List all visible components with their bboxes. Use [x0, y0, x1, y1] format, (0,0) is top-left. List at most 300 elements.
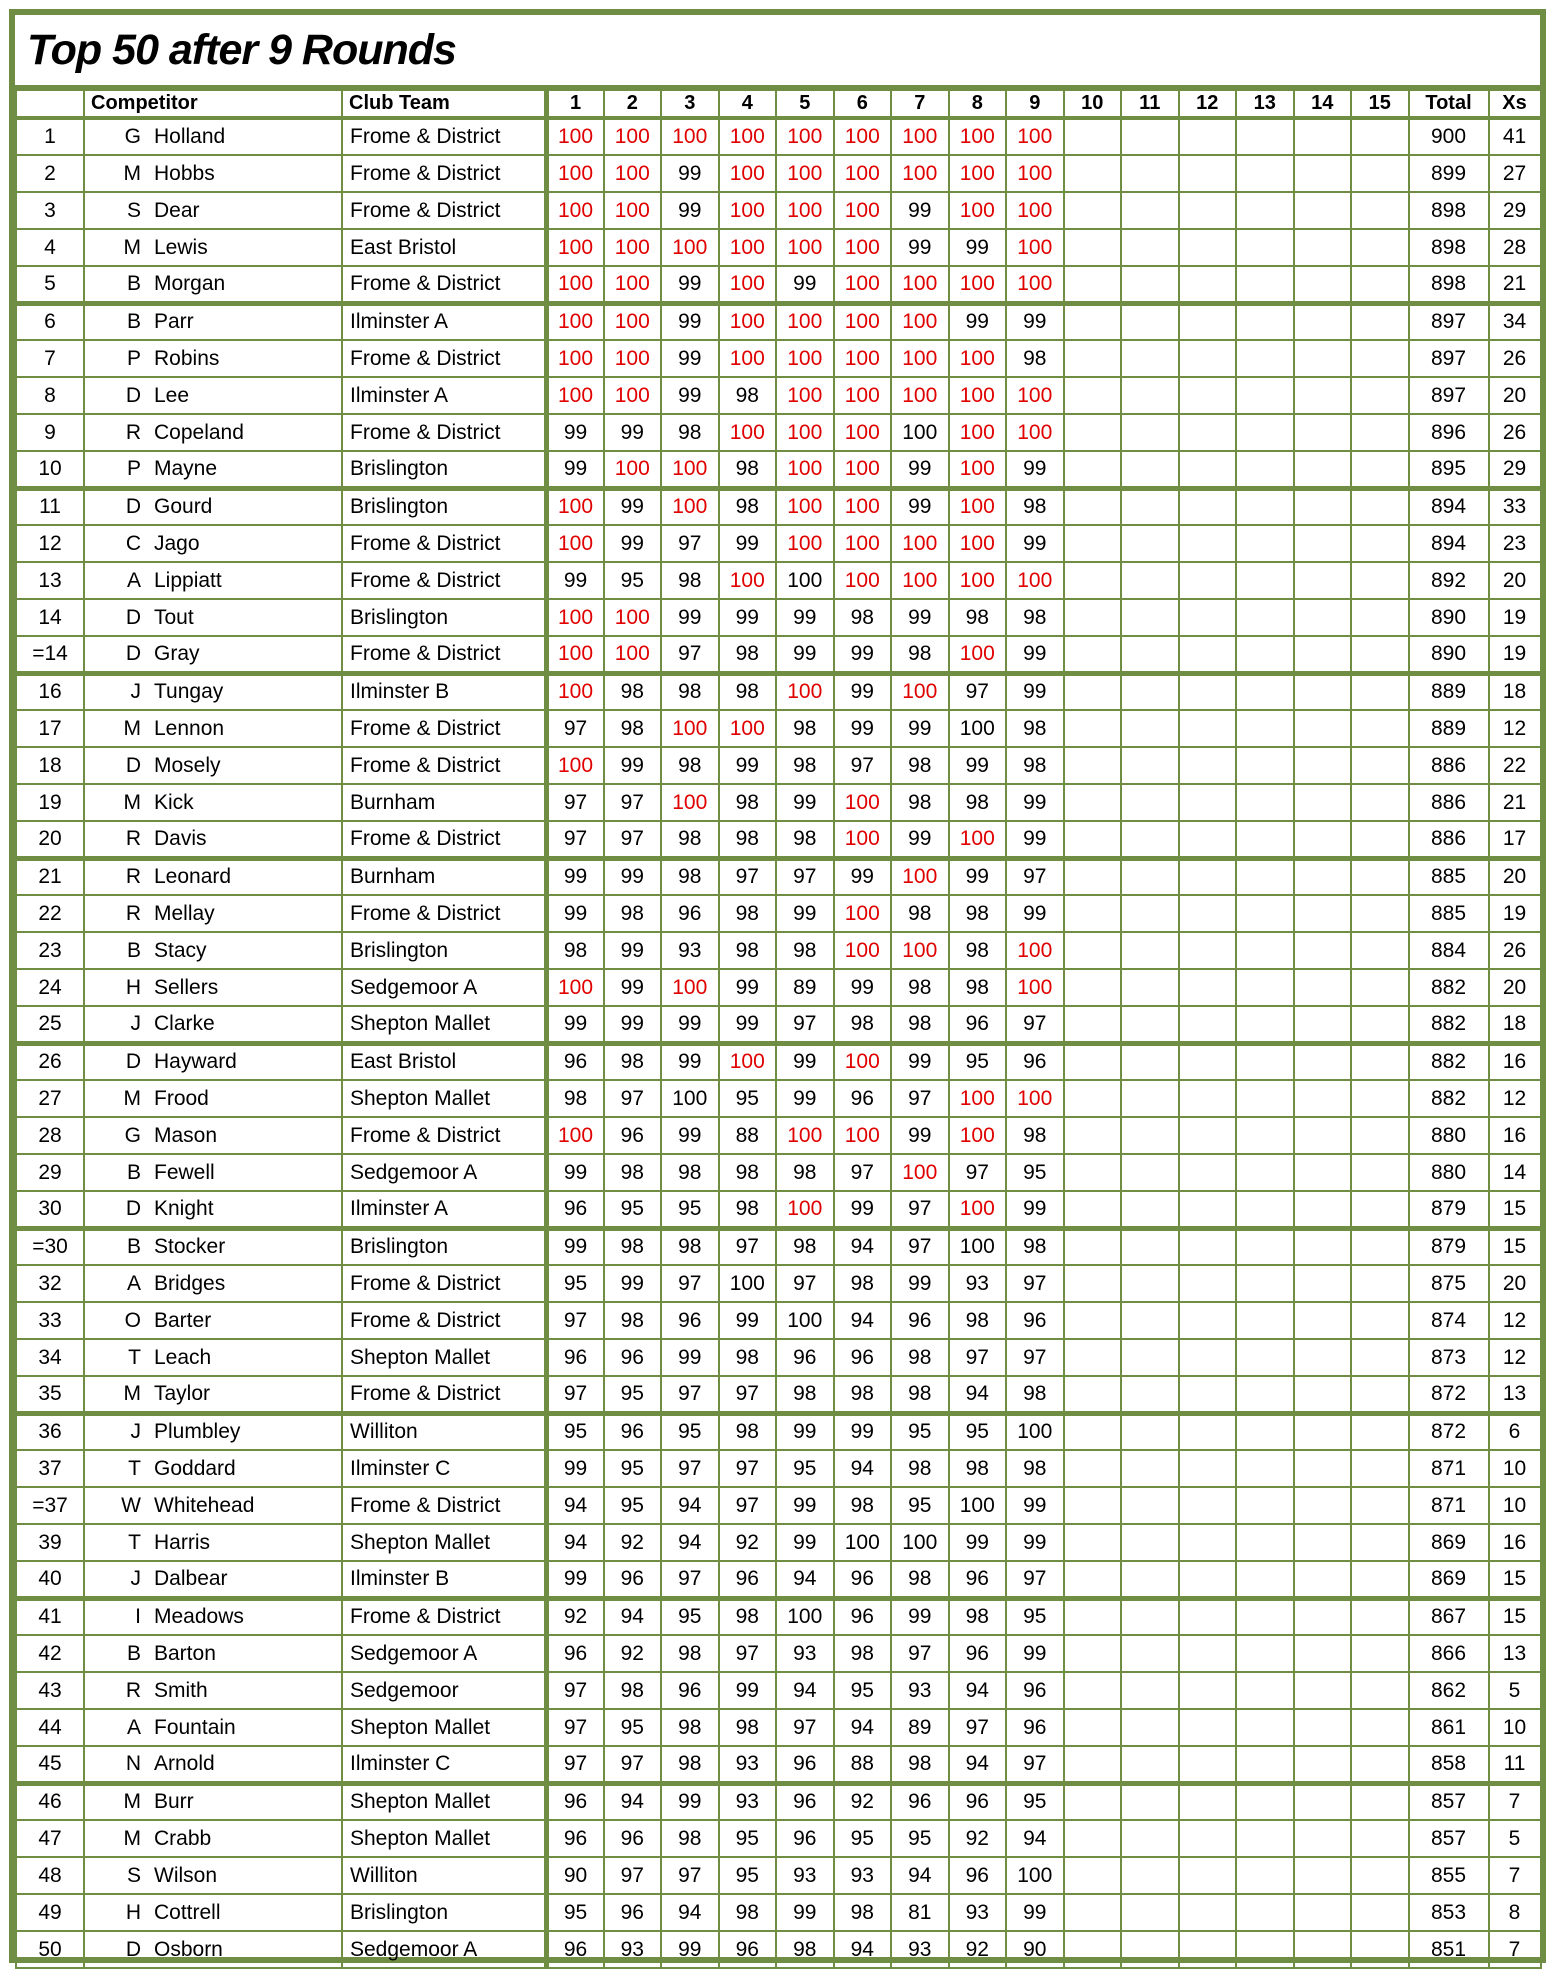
competitor-cell: [84, 192, 342, 229]
score-cell-round-9: 98: [1006, 747, 1064, 784]
score-cell-round-9: 99: [1006, 1894, 1064, 1931]
score-cell-round-4: 98: [719, 1709, 777, 1746]
competitor-initial: R: [125, 901, 141, 925]
score-cell-round-7: 97: [891, 1635, 949, 1672]
score-cell-round-4: 98: [719, 1339, 777, 1376]
total-cell: 892: [1409, 562, 1489, 599]
score-cell-round-5: 99: [776, 1524, 834, 1561]
score-cell-round-5: 94: [776, 1561, 834, 1598]
score-cell-round-12: [1179, 1376, 1237, 1413]
club-cell: Williton: [342, 1857, 546, 1894]
total-cell: 882: [1409, 1080, 1489, 1117]
total-cell: 897: [1409, 340, 1489, 377]
score-cell-round-9: 95: [1006, 1154, 1064, 1191]
score-cell-round-8: 96: [949, 1006, 1007, 1043]
header-row: [16, 90, 1541, 118]
score-cell-round-3: 94: [661, 1524, 719, 1561]
score-cell-round-13: [1236, 1931, 1294, 1968]
score-cell-round-10: [1064, 562, 1122, 599]
score-cell-round-5: 100: [776, 1598, 834, 1635]
score-cell-round-7: 100: [891, 414, 949, 451]
total-cell: 886: [1409, 821, 1489, 858]
competitor-cell: [84, 1339, 342, 1376]
score-cell-round-13: [1236, 1672, 1294, 1709]
header-round-4: 4: [719, 90, 777, 118]
score-cell-round-2: 95: [604, 1376, 662, 1413]
score-cell-round-1: 100: [546, 229, 604, 266]
competitor-surname: Goddard: [154, 1456, 236, 1480]
score-cell-round-2: 99: [604, 969, 662, 1006]
score-cell-round-14: [1294, 1561, 1352, 1598]
score-cell-round-6: 92: [834, 1783, 892, 1820]
score-cell-round-7: 100: [891, 340, 949, 377]
score-cell-round-9: 96: [1006, 1302, 1064, 1339]
score-cell-round-13: [1236, 451, 1294, 488]
score-cell-round-7: 97: [891, 1191, 949, 1228]
score-cell-round-6: 97: [834, 1154, 892, 1191]
score-cell-round-12: [1179, 1783, 1237, 1820]
score-cell-round-15: [1351, 1709, 1409, 1746]
score-cell-round-1: 100: [546, 340, 604, 377]
score-cell-round-1: 100: [546, 969, 604, 1006]
header-round-3: 3: [661, 90, 719, 118]
competitor-initial: P: [126, 456, 141, 480]
score-cell-round-2: 100: [604, 451, 662, 488]
competitor-initial: R: [125, 865, 141, 889]
table-row: [16, 1080, 1541, 1117]
score-cell-round-2: 100: [604, 340, 662, 377]
score-cell-round-6: 95: [834, 1820, 892, 1857]
score-cell-round-3: 97: [661, 1265, 719, 1302]
score-cell-round-5: 100: [776, 192, 834, 229]
score-cell-round-1: 97: [546, 821, 604, 858]
rank-cell: 23: [16, 932, 84, 969]
rank-cell: 3: [16, 192, 84, 229]
competitor-surname: Taylor: [154, 1381, 211, 1405]
competitor-initial: I: [135, 1605, 141, 1629]
score-cell-round-15: [1351, 747, 1409, 784]
score-cell-round-6: 100: [834, 932, 892, 969]
competitor-initial: M: [123, 1790, 141, 1814]
score-cell-round-1: 99: [546, 1006, 604, 1043]
competitor-cell: [84, 1635, 342, 1672]
competitor-surname: Lee: [154, 383, 190, 407]
title-bar: [15, 15, 1540, 89]
competitor-initial: M: [123, 235, 141, 259]
score-cell-round-4: 99: [719, 599, 777, 636]
score-cell-round-14: [1294, 858, 1352, 895]
score-cell-round-3: 99: [661, 1006, 719, 1043]
score-cell-round-8: 100: [949, 155, 1007, 192]
score-cell-round-13: [1236, 1635, 1294, 1672]
xs-cell: 29: [1489, 451, 1541, 488]
score-cell-round-10: [1064, 1746, 1122, 1783]
table-row: [16, 525, 1541, 562]
score-cell-round-3: 99: [661, 340, 719, 377]
competitor-surname: Burr: [154, 1790, 194, 1814]
score-cell-round-12: [1179, 1413, 1237, 1450]
score-cell-round-1: 96: [546, 1635, 604, 1672]
competitor-cell: [84, 1820, 342, 1857]
score-cell-round-3: 96: [661, 1302, 719, 1339]
score-cell-round-7: 99: [891, 229, 949, 266]
score-cell-round-12: [1179, 932, 1237, 969]
score-cell-round-9: 95: [1006, 1783, 1064, 1820]
score-cell-round-8: 100: [949, 821, 1007, 858]
score-cell-round-4: 96: [719, 1931, 777, 1968]
rank-cell: 28: [16, 1117, 84, 1154]
total-cell: 871: [1409, 1450, 1489, 1487]
score-cell-round-4: 99: [719, 525, 777, 562]
competitor-cell: [84, 858, 342, 895]
xs-cell: 16: [1489, 1117, 1541, 1154]
score-cell-round-6: 97: [834, 747, 892, 784]
table-row: [16, 340, 1541, 377]
xs-cell: 15: [1489, 1561, 1541, 1598]
competitor-cell: [84, 673, 342, 710]
xs-cell: 7: [1489, 1931, 1541, 1968]
score-cell-round-7: 98: [891, 1450, 949, 1487]
score-cell-round-5: 100: [776, 229, 834, 266]
score-cell-round-14: [1294, 1043, 1352, 1080]
score-cell-round-5: 99: [776, 599, 834, 636]
score-cell-round-9: 98: [1006, 710, 1064, 747]
xs-cell: 11: [1489, 1746, 1541, 1783]
score-cell-round-8: 100: [949, 1228, 1007, 1265]
score-cell-round-3: 98: [661, 1228, 719, 1265]
table-row: [16, 710, 1541, 747]
club-cell: Shepton Mallet: [342, 1820, 546, 1857]
score-cell-round-3: 99: [661, 1931, 719, 1968]
table-row: [16, 1820, 1541, 1857]
score-cell-round-1: 95: [546, 1265, 604, 1302]
club-cell: Frome & District: [342, 895, 546, 932]
rank-cell: 22: [16, 895, 84, 932]
score-cell-round-2: 94: [604, 1598, 662, 1635]
score-cell-round-14: [1294, 1857, 1352, 1894]
score-cell-round-15: [1351, 1450, 1409, 1487]
score-cell-round-1: 96: [546, 1931, 604, 1968]
score-cell-round-15: [1351, 266, 1409, 303]
score-cell-round-7: 98: [891, 636, 949, 673]
competitor-cell: [84, 1043, 342, 1080]
score-cell-round-11: [1121, 1154, 1179, 1191]
club-cell: Shepton Mallet: [342, 1339, 546, 1376]
score-cell-round-12: [1179, 747, 1237, 784]
score-cell-round-13: [1236, 1265, 1294, 1302]
score-cell-round-8: 95: [949, 1043, 1007, 1080]
header-round-14: 14: [1294, 90, 1352, 118]
score-cell-round-7: 100: [891, 858, 949, 895]
competitor-cell: [84, 932, 342, 969]
competitor-surname: Tungay: [154, 680, 224, 704]
competitor-surname: Mosely: [154, 753, 221, 777]
score-cell-round-5: 100: [776, 451, 834, 488]
score-cell-round-2: 96: [604, 1894, 662, 1931]
score-cell-round-8: 96: [949, 1857, 1007, 1894]
score-cell-round-10: [1064, 1931, 1122, 1968]
score-cell-round-2: 96: [604, 1561, 662, 1598]
score-cell-round-14: [1294, 1672, 1352, 1709]
xs-cell: 12: [1489, 1302, 1541, 1339]
score-cell-round-2: 100: [604, 266, 662, 303]
score-cell-round-2: 97: [604, 1080, 662, 1117]
club-cell: Ilminster B: [342, 1561, 546, 1598]
table-row: [16, 1191, 1541, 1228]
score-cell-round-14: [1294, 525, 1352, 562]
score-cell-round-15: [1351, 1487, 1409, 1524]
score-cell-round-12: [1179, 1191, 1237, 1228]
rank-cell: 2: [16, 155, 84, 192]
score-cell-round-13: [1236, 1894, 1294, 1931]
rank-cell: 14: [16, 599, 84, 636]
score-cell-round-6: 99: [834, 636, 892, 673]
xs-cell: 16: [1489, 1043, 1541, 1080]
score-cell-round-9: 100: [1006, 192, 1064, 229]
score-cell-round-3: 97: [661, 525, 719, 562]
header-round-1: 1: [546, 90, 604, 118]
competitor-cell: [84, 1783, 342, 1820]
competitor-cell: [84, 821, 342, 858]
competitor-surname: Harris: [154, 1530, 210, 1554]
competitor-initial: D: [125, 383, 141, 407]
score-cell-round-3: 98: [661, 1709, 719, 1746]
score-cell-round-2: 93: [604, 1931, 662, 1968]
table-row: [16, 821, 1541, 858]
competitor-surname: Kick: [154, 790, 194, 814]
score-cell-round-9: 98: [1006, 1117, 1064, 1154]
score-cell-round-9: 99: [1006, 525, 1064, 562]
score-cell-round-4: 98: [719, 895, 777, 932]
club-cell: Ilminster B: [342, 673, 546, 710]
score-cell-round-7: 98: [891, 1376, 949, 1413]
club-cell: Frome & District: [342, 414, 546, 451]
score-cell-round-9: 100: [1006, 1413, 1064, 1450]
total-cell: 889: [1409, 710, 1489, 747]
score-cell-round-14: [1294, 599, 1352, 636]
competitor-surname: Davis: [154, 826, 207, 850]
total-cell: 869: [1409, 1524, 1489, 1561]
rank-cell: 40: [16, 1561, 84, 1598]
club-cell: Brislington: [342, 1228, 546, 1265]
score-cell-round-2: 97: [604, 784, 662, 821]
score-cell-round-13: [1236, 229, 1294, 266]
score-cell-round-13: [1236, 488, 1294, 525]
score-cell-round-11: [1121, 1894, 1179, 1931]
score-cell-round-11: [1121, 192, 1179, 229]
club-cell: Frome & District: [342, 1117, 546, 1154]
score-cell-round-8: 100: [949, 562, 1007, 599]
score-cell-round-13: [1236, 525, 1294, 562]
score-cell-round-10: [1064, 895, 1122, 932]
rank-cell: 47: [16, 1820, 84, 1857]
score-cell-round-5: 100: [776, 340, 834, 377]
score-cell-round-6: 93: [834, 1857, 892, 1894]
total-cell: 900: [1409, 118, 1489, 155]
score-cell-round-15: [1351, 229, 1409, 266]
score-cell-round-2: 98: [604, 1228, 662, 1265]
score-cell-round-9: 100: [1006, 562, 1064, 599]
score-cell-round-4: 97: [719, 1487, 777, 1524]
score-cell-round-6: 100: [834, 784, 892, 821]
score-cell-round-10: [1064, 1487, 1122, 1524]
score-cell-round-9: 99: [1006, 1191, 1064, 1228]
score-cell-round-11: [1121, 1672, 1179, 1709]
score-cell-round-8: 97: [949, 1154, 1007, 1191]
xs-cell: 12: [1489, 1339, 1541, 1376]
score-cell-round-7: 98: [891, 1006, 949, 1043]
rank-cell: 33: [16, 1302, 84, 1339]
score-cell-round-8: 94: [949, 1376, 1007, 1413]
score-cell-round-14: [1294, 1598, 1352, 1635]
score-cell-round-11: [1121, 414, 1179, 451]
score-cell-round-7: 93: [891, 1672, 949, 1709]
competitor-initial: M: [123, 1826, 141, 1850]
score-cell-round-14: [1294, 155, 1352, 192]
score-cell-round-10: [1064, 1894, 1122, 1931]
score-cell-round-4: 96: [719, 1561, 777, 1598]
score-cell-round-12: [1179, 1043, 1237, 1080]
score-cell-round-6: 98: [834, 1006, 892, 1043]
score-cell-round-6: 100: [834, 1117, 892, 1154]
competitor-cell: [84, 266, 342, 303]
score-cell-round-1: 99: [546, 414, 604, 451]
rank-cell: =37: [16, 1487, 84, 1524]
score-cell-round-4: 95: [719, 1857, 777, 1894]
rank-cell: 1: [16, 118, 84, 155]
total-cell: 897: [1409, 303, 1489, 340]
score-cell-round-8: 97: [949, 1709, 1007, 1746]
score-cell-round-5: 100: [776, 377, 834, 414]
club-cell: Frome & District: [342, 821, 546, 858]
competitor-initial: A: [126, 568, 141, 592]
club-cell: Frome & District: [342, 562, 546, 599]
club-cell: Ilminster C: [342, 1450, 546, 1487]
score-cell-round-8: 96: [949, 1561, 1007, 1598]
score-cell-round-3: 100: [661, 784, 719, 821]
score-cell-round-5: 99: [776, 1894, 834, 1931]
score-cell-round-15: [1351, 303, 1409, 340]
score-cell-round-2: 98: [604, 1043, 662, 1080]
club-cell: Brislington: [342, 451, 546, 488]
score-cell-round-6: 100: [834, 155, 892, 192]
score-cell-round-14: [1294, 969, 1352, 1006]
score-cell-round-8: 92: [949, 1820, 1007, 1857]
score-cell-round-5: 97: [776, 1265, 834, 1302]
total-cell: 884: [1409, 932, 1489, 969]
score-cell-round-4: 99: [719, 1672, 777, 1709]
competitor-initial: B: [126, 1160, 141, 1184]
table-row: [16, 1450, 1541, 1487]
score-cell-round-7: 81: [891, 1894, 949, 1931]
score-cell-round-6: 100: [834, 229, 892, 266]
score-cell-round-15: [1351, 1783, 1409, 1820]
xs-cell: 18: [1489, 1006, 1541, 1043]
table-row: [16, 969, 1541, 1006]
score-cell-round-10: [1064, 340, 1122, 377]
competitor-cell: [84, 155, 342, 192]
score-cell-round-12: [1179, 266, 1237, 303]
competitor-initial: T: [128, 1345, 141, 1369]
competitor-cell: [84, 1080, 342, 1117]
score-cell-round-11: [1121, 1709, 1179, 1746]
competitor-initial: H: [125, 1900, 141, 1924]
score-cell-round-3: 100: [661, 488, 719, 525]
competitor-surname: Osborn: [154, 1937, 223, 1961]
xs-cell: 7: [1489, 1783, 1541, 1820]
score-cell-round-14: [1294, 414, 1352, 451]
xs-cell: 13: [1489, 1635, 1541, 1672]
rank-cell: 16: [16, 673, 84, 710]
score-cell-round-13: [1236, 377, 1294, 414]
score-cell-round-11: [1121, 1820, 1179, 1857]
xs-cell: 41: [1489, 118, 1541, 155]
score-cell-round-1: 97: [546, 1746, 604, 1783]
score-cell-round-1: 99: [546, 562, 604, 599]
score-cell-round-11: [1121, 1598, 1179, 1635]
score-cell-round-3: 95: [661, 1598, 719, 1635]
score-cell-round-10: [1064, 1043, 1122, 1080]
score-cell-round-3: 94: [661, 1894, 719, 1931]
score-cell-round-11: [1121, 1080, 1179, 1117]
score-cell-round-12: [1179, 377, 1237, 414]
score-cell-round-6: 100: [834, 525, 892, 562]
club-cell: Shepton Mallet: [342, 1524, 546, 1561]
score-cell-round-8: 99: [949, 747, 1007, 784]
score-cell-round-9: 96: [1006, 1672, 1064, 1709]
score-cell-round-2: 98: [604, 1672, 662, 1709]
total-cell: 871: [1409, 1487, 1489, 1524]
score-cell-round-12: [1179, 784, 1237, 821]
score-cell-round-13: [1236, 562, 1294, 599]
score-cell-round-6: 94: [834, 1302, 892, 1339]
score-cell-round-1: 99: [546, 451, 604, 488]
score-cell-round-12: [1179, 710, 1237, 747]
score-cell-round-2: 95: [604, 1709, 662, 1746]
score-cell-round-1: 100: [546, 488, 604, 525]
score-cell-round-8: 97: [949, 673, 1007, 710]
score-cell-round-13: [1236, 1228, 1294, 1265]
score-cell-round-10: [1064, 1302, 1122, 1339]
score-cell-round-5: 100: [776, 1117, 834, 1154]
score-cell-round-8: 98: [949, 1598, 1007, 1635]
score-cell-round-10: [1064, 118, 1122, 155]
rank-cell: 44: [16, 1709, 84, 1746]
score-cell-round-4: 93: [719, 1746, 777, 1783]
score-cell-round-15: [1351, 1154, 1409, 1191]
score-cell-round-3: 100: [661, 451, 719, 488]
xs-cell: 5: [1489, 1672, 1541, 1709]
club-cell: Frome & District: [342, 1487, 546, 1524]
score-cell-round-5: 100: [776, 525, 834, 562]
rank-cell: 30: [16, 1191, 84, 1228]
score-cell-round-10: [1064, 1820, 1122, 1857]
score-cell-round-10: [1064, 1450, 1122, 1487]
xs-cell: 33: [1489, 488, 1541, 525]
competitor-initial: N: [125, 1751, 141, 1775]
club-cell: Ilminster A: [342, 1191, 546, 1228]
score-cell-round-10: [1064, 1228, 1122, 1265]
competitor-initial: S: [126, 1863, 141, 1887]
total-cell: 853: [1409, 1894, 1489, 1931]
score-cell-round-3: 98: [661, 1820, 719, 1857]
score-cell-round-7: 99: [891, 821, 949, 858]
xs-cell: 21: [1489, 266, 1541, 303]
score-cell-round-2: 99: [604, 932, 662, 969]
score-cell-round-8: 98: [949, 895, 1007, 932]
score-cell-round-6: 95: [834, 1672, 892, 1709]
rank-cell: 18: [16, 747, 84, 784]
